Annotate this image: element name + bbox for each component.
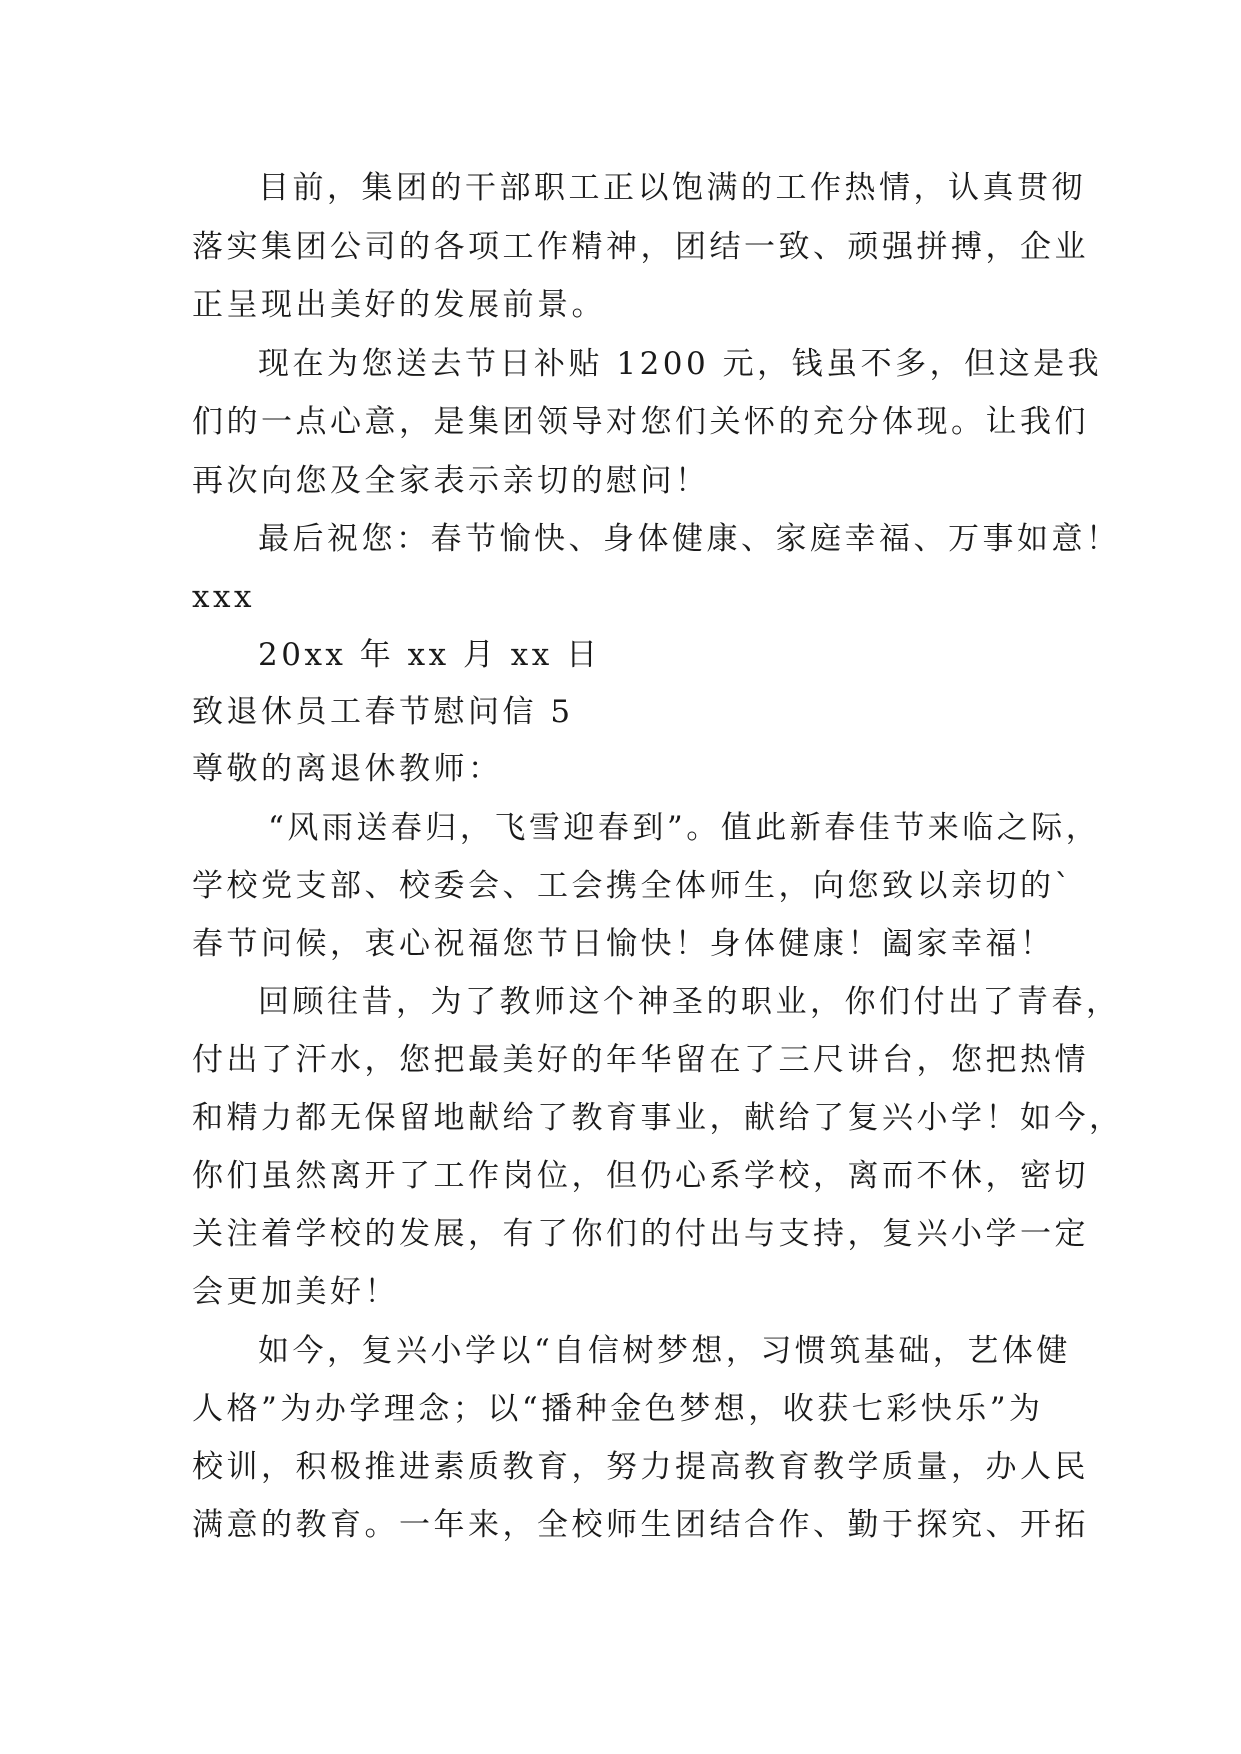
paragraph-line: 满意的教育。一年来，全校师生团结合作、勤于探究、开拓: [192, 1507, 1089, 1543]
paragraph-line: 春节问候，衷心祝福您节日愉快！身体健康！阖家幸福！: [192, 926, 1055, 962]
paragraph-line: 落实集团公司的各项工作精神，团结一致、顽强拼搏，企业: [192, 229, 1089, 265]
paragraph-line: 关注着学校的发展，有了你们的付出与支持，复兴小学一定: [192, 1216, 1089, 1252]
signature-date: 20xx 年 xx 月 xx 日: [258, 637, 601, 673]
paragraph-line: 现在为您送去节日补贴 1200 元，钱虽不多，但这是我: [258, 346, 1103, 382]
paragraph-line: 和精力都无保留地献给了教育事业，献给了复兴小学！如今，: [192, 1100, 1124, 1136]
paragraph-line: 付出了汗水，您把最美好的年华留在了三尺讲台，您把热情: [192, 1042, 1089, 1078]
letter-title: 致退休员工春节慰问信 5: [192, 694, 574, 730]
paragraph-line: “风雨送春归，飞雪迎春到”。值此新春佳节来临之际，: [268, 810, 1101, 846]
salutation: 尊敬的离退休教师：: [192, 751, 503, 787]
paragraph-line: 人格”为办学理念；以“播种金色梦想，收获七彩快乐”为: [192, 1391, 1044, 1427]
paragraph-line: 校训，积极推进素质教育，努力提高教育教学质量，办人民: [192, 1449, 1089, 1485]
signature-name: xxx: [192, 579, 255, 615]
paragraph-line: 们的一点心意，是集团领导对您们关怀的充分体现。让我们: [192, 404, 1089, 440]
paragraph-line: 目前，集团的干部职工正以饱满的工作热情，认真贯彻: [258, 170, 1086, 206]
paragraph-line: 学校党支部、校委会、工会携全体师生，向您致以亲切的`: [192, 868, 1074, 904]
paragraph-line: 你们虽然离开了工作岗位，但仍心系学校，离而不休，密切: [192, 1158, 1089, 1194]
paragraph-line: 如今，复兴小学以“自信树梦想，习惯筑基础，艺体健: [258, 1333, 1071, 1369]
closing-wish: 最后祝您：春节愉快、身体健康、家庭幸福、万事如意！: [258, 521, 1121, 557]
paragraph-line: 正呈现出美好的发展前景。: [192, 287, 606, 323]
paragraph-line: 再次向您及全家表示亲切的慰问！: [192, 463, 710, 499]
paragraph-line: 会更加美好！: [192, 1274, 399, 1310]
paragraph-line: 回顾往昔，为了教师这个神圣的职业，你们付出了青春，: [258, 984, 1121, 1020]
